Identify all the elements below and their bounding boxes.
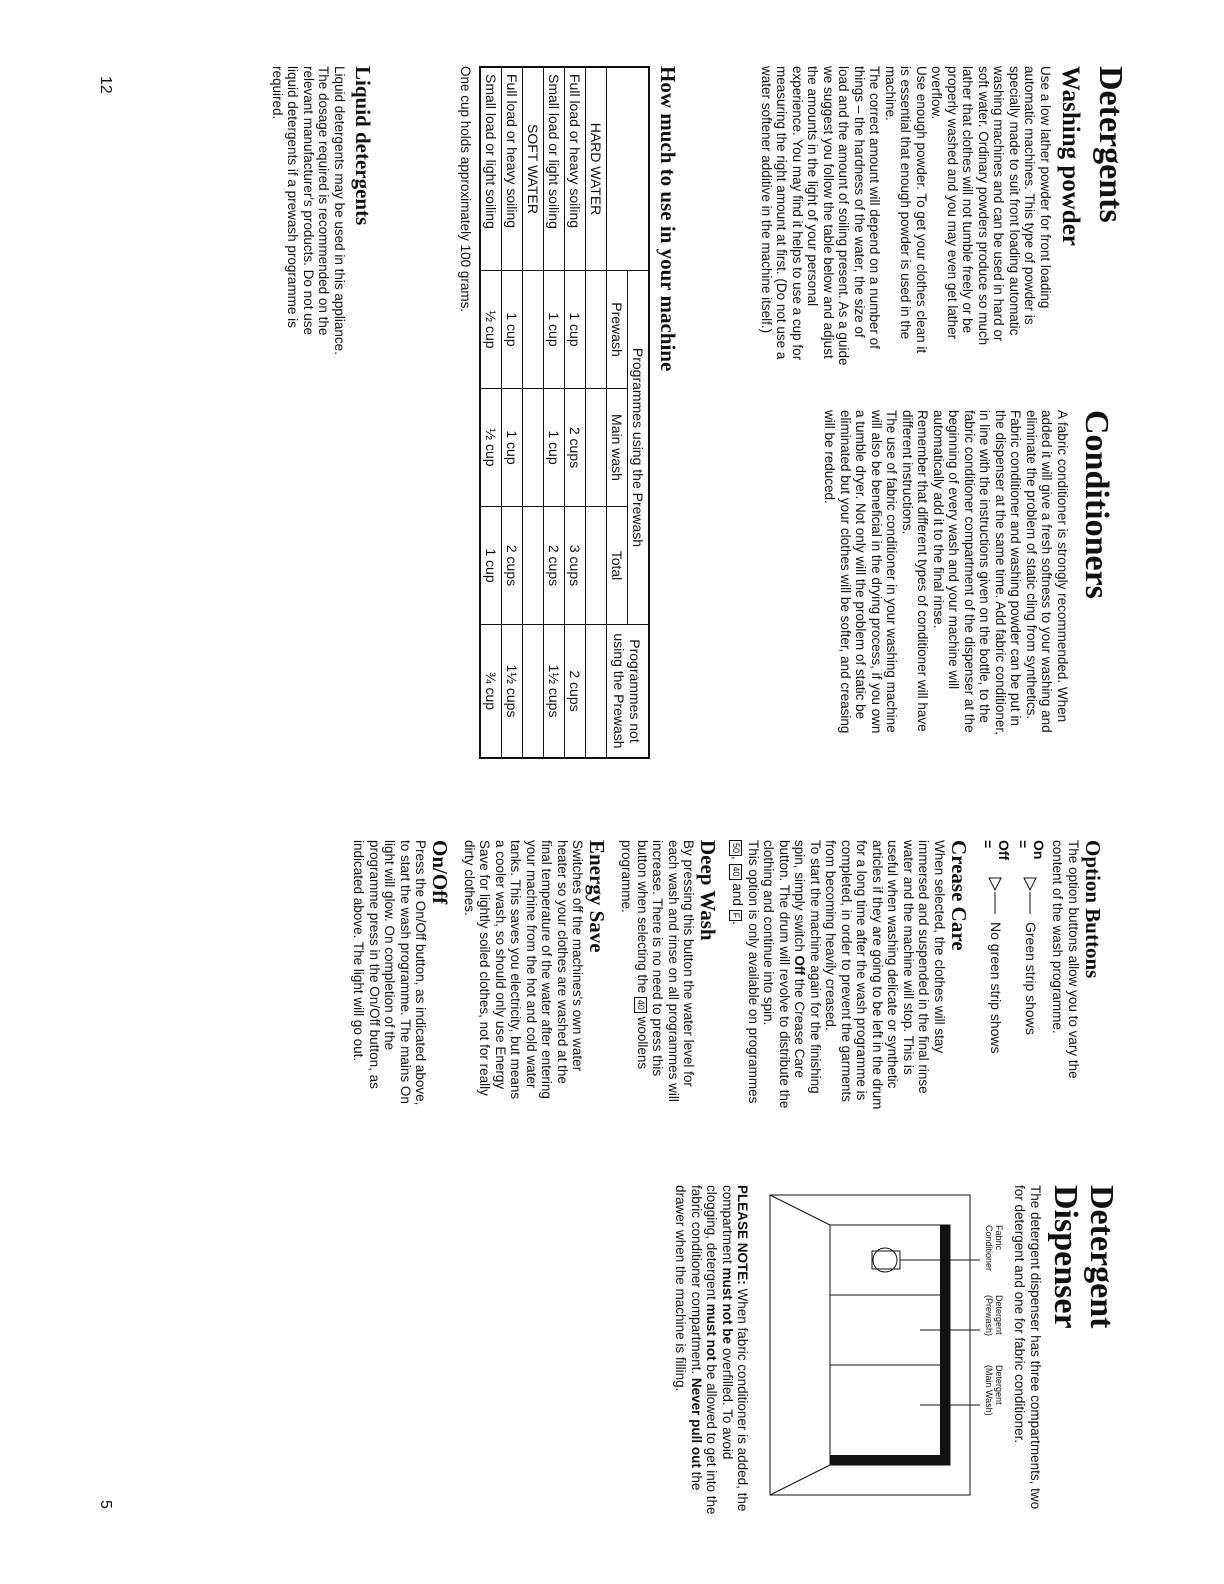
usage-cell: 1 cup <box>544 271 565 389</box>
liquid-section <box>270 66 375 366</box>
table-row <box>502 67 523 758</box>
usage-cell: 1 cup <box>480 507 502 625</box>
usage-cell: 2 cups <box>544 507 565 625</box>
option-on-row <box>1015 840 1046 1110</box>
usage-cell: 2 cups <box>565 389 586 507</box>
option-off-text: No green strip shows <box>988 922 1005 1054</box>
conditioners-p3: Remember that different types of conditioner will have different instructions. <box>900 410 931 732</box>
usage-empty <box>523 389 544 507</box>
usage-hard-water: HARD WATER <box>586 67 607 271</box>
green-strip-on-icon <box>1022 876 1040 916</box>
usage-empty <box>586 507 607 625</box>
usage-row-label: Full load or heavy soiling <box>502 67 523 271</box>
dispenser-diagram <box>760 1185 980 1505</box>
usage-cell: 2 cups <box>565 625 586 759</box>
usage-cell: 3 cups <box>565 507 586 625</box>
detergents-title: Detergents <box>1092 66 1129 223</box>
usage-cell: 1 cup <box>502 271 523 389</box>
usage-cell: 1½ cups <box>544 625 565 759</box>
dispenser-note-d: must not <box>704 1303 720 1361</box>
crease-care-p2c: the Crease Care button. The drum will revolve to distribute the clothing and continue into spin. <box>761 840 808 1109</box>
liquid-text: Liquid detergents may be used in this appliance. The dosage required is recommended on the relevant manufacturer's products. Do not use liquid detergents if a prewash programme is required. <box>270 66 347 355</box>
energy-save-heading: Energy Save <box>585 840 610 953</box>
right-column-1 <box>351 840 1104 1110</box>
liquid-heading: Liquid detergents <box>351 66 375 226</box>
usage-col-prewash: Prewash <box>607 271 628 389</box>
option-off-row <box>980 840 1011 1110</box>
usage-empty <box>586 625 607 759</box>
usage-row-label: Full load or heavy soiling <box>565 67 586 271</box>
conditioners-p2: Fabric conditioner and washing powder can be put in the dispenser at the same time. Add fabric conditioner, in line with the instructions given on the bottle, to the fabric conditioner compartment of the dispenser at the beginning of every wash and your machine will automatically add it to the final rinse. <box>931 410 1024 735</box>
usage-group-prewash: Programmes using the Prewash <box>628 271 650 625</box>
dispenser-heading-1: Detergent <box>1083 1185 1120 1329</box>
usage-group-no-prewash: Programmes not using the Prewash <box>607 625 650 759</box>
deep-wash-text-b: woollens programme. <box>619 840 650 1070</box>
dispenser-labels <box>984 1225 1004 1515</box>
conditioners-p4: The use of fabric conditioner in your washing machine will also be beneficial in the drying process, if you own a tumble dryer. Not only will the problem of static be eliminated but your clothes will be softer, and creasing will be reduced. <box>822 410 900 734</box>
washing-powder-heading: Washing powder <box>1057 66 1084 246</box>
usage-empty <box>586 271 607 389</box>
on-off-heading: On/Off <box>428 840 453 905</box>
usage-cell: 1 cup <box>544 389 565 507</box>
label-detergent-main: Detergent (Main Wash) <box>984 1365 1004 1416</box>
usage-table <box>479 66 650 759</box>
usage-section <box>458 66 679 766</box>
on-off-text: Press the On/Off button, as indicated above, to start the wash programme. The mains On light will glow. On completion of the programme press in the On/Off button, as indicated above. The light will go out. <box>351 840 429 1106</box>
programme-40-icon: 40 <box>730 864 743 880</box>
usage-heading: How much to use in your machine <box>656 66 680 372</box>
label-fabric-conditioner: Fabric Conditioner <box>984 1225 1004 1272</box>
programme-f-icon: F <box>730 910 743 922</box>
crease-care-p1: When selected, the clothes will stay immersed and suspended in the final rinse water and the machine will stop. This is useful when washing delicate or synthetic articles if they are going to be left in the drum for a long time after the wash programme is completed, in order to prevent the garments from becoming heavily creased. <box>823 840 947 1110</box>
dispenser-note-g: the drawer when the machine is filling. <box>673 1185 704 1491</box>
table-row <box>544 67 565 758</box>
deep-wash-text <box>619 840 697 1110</box>
table-row <box>480 67 502 758</box>
option-on-label: On = <box>1015 840 1047 860</box>
dispenser-note-a: When fabric conditioner is added, the compartment <box>720 1185 751 1512</box>
usage-cell: ¾ cup <box>480 625 502 759</box>
label-detergent-prewash: Detergent (Prewash) <box>984 1295 1004 1337</box>
usage-cell: ½ cup <box>480 389 502 507</box>
programme-50-icon: 50 <box>730 840 743 856</box>
usage-cell: 1 cup <box>565 271 586 389</box>
washing-powder-section <box>759 66 1085 366</box>
dispenser-section <box>673 1185 1119 1515</box>
crease-care-p2 <box>761 840 823 1110</box>
dispenser-note-c: overfilled. To avoid clogging, detergent <box>704 1185 735 1460</box>
usage-empty <box>523 507 544 625</box>
usage-col-main: Main wash <box>607 389 628 507</box>
conditioners-section <box>822 410 1114 740</box>
option-buttons-heading: Option Buttons <box>1081 840 1105 979</box>
crease-care-off: Off <box>792 955 808 976</box>
woollens-icon: 40 <box>634 997 647 1013</box>
option-on-text: Green strip shows <box>1023 922 1040 1035</box>
washing-powder-p3: The correct amount will depend on a number of things – the hardness of the water, the size of load and the amount of soiling present. As a guide we suggest you follow the table below and adjust the amounts in the light of your personal experience. You may find it helps to use a cup for measuring the right amount at first. (Do not use a water softener additive in the machine itself.) <box>759 66 883 366</box>
usage-cell: 1½ cups <box>502 625 523 759</box>
usage-empty <box>523 625 544 759</box>
deep-wash-heading: Deep Wash <box>696 840 721 941</box>
deep-wash-text-a: By pressing this button the water level for each wash and rinse on all programmes will increase. There is no need to press this button when selecting the <box>635 840 697 1102</box>
crease-care-p3: This option is only available on programmes 50, 40 and F. <box>730 840 761 1104</box>
usage-cell: 1 cup <box>502 389 523 507</box>
conditioners-heading: Conditioners <box>1078 410 1115 599</box>
green-strip-off-icon <box>987 876 1005 916</box>
dispenser-note-b: must not be <box>720 1267 735 1345</box>
dispenser-heading-2: Dispenser <box>1047 1185 1084 1329</box>
usage-empty <box>586 389 607 507</box>
crease-care-heading: Crease Care <box>947 840 971 951</box>
option-off-label: Off = <box>980 840 1012 861</box>
usage-row-label: Small load or light soiling <box>480 67 502 271</box>
crease-care-p3-text: This option is only available on programmes <box>746 840 761 1104</box>
usage-soft-water: SOFT WATER <box>523 67 544 271</box>
usage-empty <box>523 271 544 389</box>
energy-save-text: Switches off the machines's own water heater so your clothes are washed at the final temperature of the water after entering your machine from the hot and cold water tanks. This saves you electricity, but means a cooler wash, so should only use Energy Save for lightly soiled clothes, not for really dirty clothes. <box>462 840 586 1100</box>
washing-powder-p1: Use a low lather powder for front loading automatic machines. This type of powder is specially made to suit front loading automatic washing machines and can be used in hard or soft water. Ordinary powders produce so much lather that clothes will not tumble freely or be properly washed and you may even get lather overflow. <box>929 66 1053 346</box>
dispenser-note-label: PLEASE NOTE: <box>735 1185 751 1285</box>
crease-care-and: and <box>730 883 746 906</box>
washing-powder-p2: Use enough powder. To get your clothes clean it is essential that enough powder is used in the machine. <box>883 66 929 354</box>
usage-cell: 2 cups <box>502 507 523 625</box>
conditioners-p1: A fabric conditioner is strongly recommended. When added it will give a fresh softness to your washing and eliminate the problem of static cling from synthetics. <box>1024 410 1070 733</box>
usage-corner <box>607 67 650 271</box>
usage-row-label: Small load or light soiling <box>544 67 565 271</box>
page-number-left: 12 <box>97 76 114 94</box>
dispenser-note <box>673 1185 751 1515</box>
option-buttons-text: The option buttons allow you to vary the content of the wash programme. <box>1050 840 1081 1079</box>
usage-cell: ½ cup <box>480 271 502 389</box>
usage-col-total: Total <box>607 507 628 625</box>
dispenser-text: The detergent dispenser has three compartments, two for detergent and one for fabric conditioner. <box>1012 1185 1043 1510</box>
crease-care-p2a: To start the machine again for the finishing spin, simply switch <box>792 840 823 1094</box>
table-row <box>565 67 586 758</box>
dispenser-note-e: be allowed to get into the fabric conditioner compartment. <box>689 1185 720 1515</box>
usage-note: One cup holds approximately 100 grams. <box>458 66 473 313</box>
dispenser-note-f: Never pull out <box>689 1377 704 1468</box>
page-number-right: 5 <box>97 1500 114 1509</box>
